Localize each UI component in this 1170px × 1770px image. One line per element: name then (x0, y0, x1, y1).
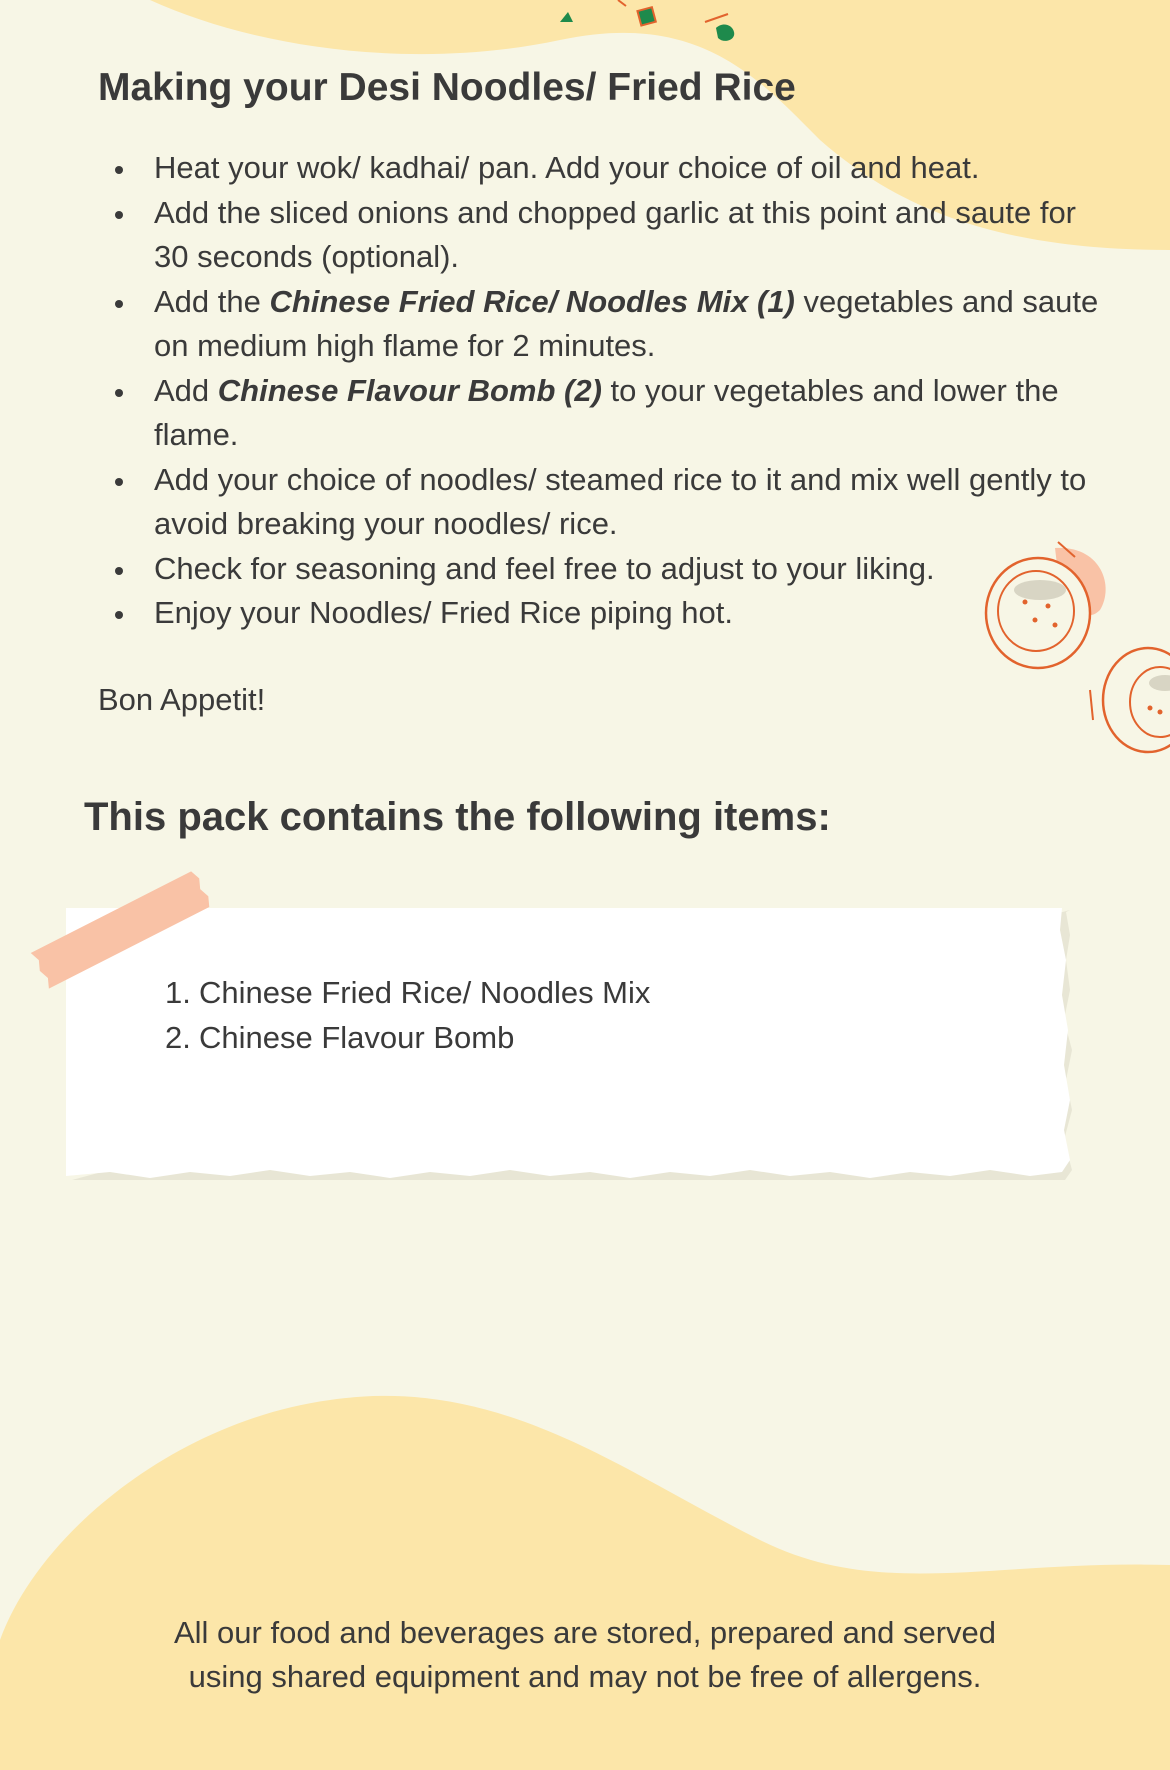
item-label: Chinese Fried Rice/ Noodles Mix (199, 975, 651, 1010)
disclaimer-line: using shared equipment and may not be free of allergens. (188, 1659, 982, 1694)
allergen-disclaimer (0, 1611, 1170, 1699)
item-number: 2. (165, 1020, 191, 1055)
item-label: Chinese Flavour Bomb (199, 1020, 515, 1055)
disclaimer-line: All our food and beverages are stored, prepared and served (173, 1615, 997, 1650)
recipe-steps (108, 146, 1108, 636)
pack-title: This pack contains the following items: (84, 795, 831, 839)
list-item: Heat your wok/ kadhai/ pan. Add your choice of oil and heat. (108, 146, 1108, 191)
list-item: Enjoy your Noodles/ Fried Rice piping hot. (108, 591, 1108, 636)
list-item: Add the Chinese Fried Rice/ Noodles Mix (1) vegetables and saute on medium high flame for 2 minutes. (108, 280, 1108, 369)
list-item (165, 1015, 650, 1060)
list-item (165, 970, 650, 1015)
pack-items (165, 970, 650, 1060)
item-number: 1. (165, 975, 191, 1010)
list-item: Add Chinese Flavour Bomb (2) to your vegetables and lower the flame. (108, 369, 1108, 458)
recipe-title: Making your Desi Noodles/ Fried Rice (98, 66, 796, 109)
list-item: Add your choice of noodles/ steamed rice to it and mix well gently to avoid breaking your noodles/ rice. (108, 458, 1108, 547)
list-item: Add the sliced onions and chopped garlic at this point and saute for 30 seconds (optional). (108, 191, 1108, 280)
closing-text: Bon Appetit! (98, 682, 266, 717)
list-item: Check for seasoning and feel free to adjust to your liking. (108, 547, 1108, 592)
